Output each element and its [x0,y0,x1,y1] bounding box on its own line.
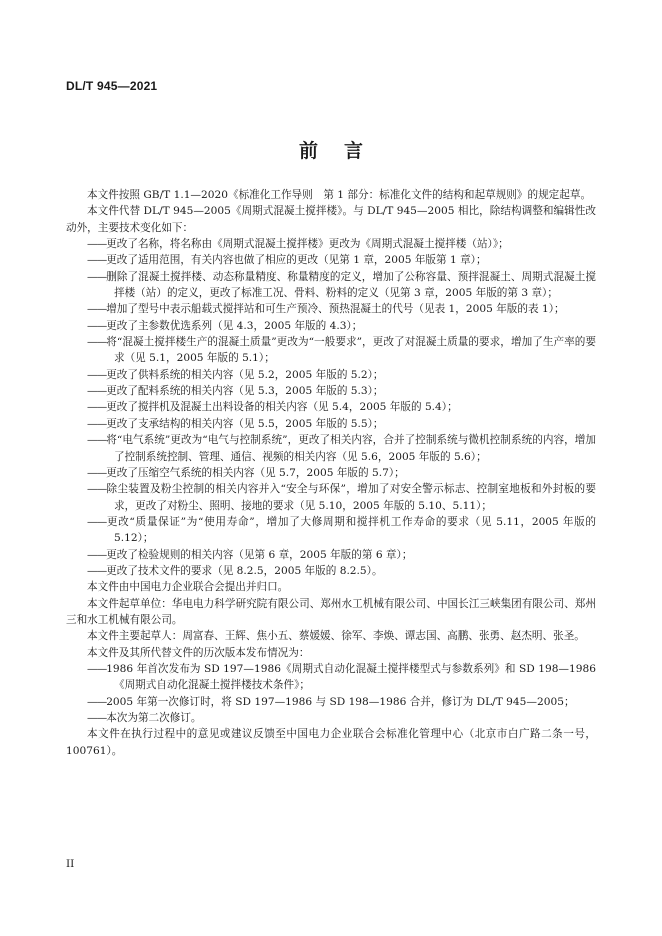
list-item [66,694,596,710]
paragraph-text: 将“电气系统”更改为“电气与控制系统”，更改了相关内容，合并了控制系统与微机控制系统的内容，增加了控制系统控制、管理、通信、视频的相关内容（见 5.6，2005 年版的 5.6）； [106,434,596,463]
list-dash: —— [87,548,107,561]
list-dash: —— [87,303,107,316]
paragraph-text: 更改了名称，将名称由《周期式混凝土搅拌楼》更改为《周期式混凝土搅拌楼（站）》； [106,238,509,251]
list-item [66,383,596,399]
paragraph-text: 本文件起草单位：华电电力科学研究院有限公司、郑州水工机械有限公司、中国长江三峡集团有限公司、郑州三和水工机械有限公司。 [66,597,596,626]
paragraph-text: 更改了主参数优选系列（见 4.3，2005 年版的 4.3）； [106,319,363,332]
paragraph-text: 更改了支承结构的相关内容（见 5.5，2005 年版的 5.5）； [106,417,384,430]
list-item [66,416,596,432]
paragraph [66,579,596,595]
paragraph-text: 本文件按照 GB/T 1.1—2020《标准化工作导则 第 1 部分：标准化文件的结构和起草规则》的规定起草。 [87,189,592,201]
list-dash: —— [87,336,107,349]
list-item [66,301,596,317]
list-item [66,514,596,547]
list-dash: —— [87,385,107,398]
list-dash: —— [87,662,107,675]
list-dash: —— [87,515,107,528]
paragraph-text: 1986 年首次发布为 SD 197—1986《周期式自动化混凝土搅拌楼型式与参数系列》和 SD 198—1986《周期式自动化混凝土搅拌楼技术条件》； [106,662,596,692]
list-item [66,252,596,268]
paragraph-text: 更改“质量保证”为“使用寿命”，增加了大修周期和搅拌机工作寿命的要求（见 5.11，2005 年版的 5.12）； [106,515,596,545]
paragraph [66,203,596,236]
paragraph-text: 本文件在执行过程中的意见或建议反馈至中国电力企业联合会标准化管理中心（北京市白广路二条一号，100761）。 [66,728,596,757]
list-dash: —— [87,434,107,447]
list-dash: —— [87,483,107,496]
list-item [66,269,596,302]
paragraph-text: 本文件代替 DL/T 945—2005《周期式混凝土搅拌楼》。与 DL/T 945—2005 相比，除结构调整和编辑性改动外，主要技术变化如下： [66,205,596,234]
paragraph-text: 删除了混凝土搅拌楼、动态称量精度、称量精度的定义，增加了公称容量、预拌混凝土、周期式混凝土搅拌楼（站）的定义，更改了标准工况、骨料、粉料的定义（见第 3 章，2005 年版的第 3 章）； [106,270,596,300]
paragraph-text: 本文件及其所代替文件的历次版本发布情况为： [87,646,310,659]
list-dash: —— [87,695,107,708]
paragraph-text: 更改了搅拌机及混凝土出料设备的相关内容（见 5.4，2005 年版的 5.4）； [106,401,458,414]
page-number: II [66,858,75,870]
paragraph [66,628,596,644]
paragraph-text: 更改了供料系统的相关内容（见 5.2，2005 年版的 5.2）； [106,368,384,381]
paragraph-text: 更改了配料系统的相关内容（见 5.3，2005 年版的 5.3）； [106,385,384,398]
paragraph [66,187,596,203]
list-dash: —— [87,417,107,430]
paragraph-text: 本次为第二次修订。 [106,712,202,724]
list-dash: —— [87,401,107,414]
list-item [66,334,596,367]
list-item [66,465,596,481]
paragraph-text: 更改了检验规则的相关内容（见第 6 章，2005 年版的第 6 章）； [106,548,413,561]
paragraph [66,596,596,629]
list-dash: —— [87,368,107,381]
paragraph-text: 本文件由中国电力企业联合会提出并归口。 [87,581,289,594]
standard-number: DL/T 945—2021 [66,79,158,93]
paragraph-text: 增加了型号中表示船载式搅拌站和可生产预冷、预热混凝土的代号（见表 1，2005 年版的表 1）； [106,303,565,316]
page-title: 前言 [298,140,389,162]
paragraph-text: 更改了适用范围，有关内容也做了相应的更改（见第 1 章，2005 年版第 1 章）； [106,254,487,267]
list-item [66,481,596,514]
list-item [66,367,596,383]
paragraph-text: 本文件主要起草人：周富春、王辉、焦小五、蔡媛媛、徐军、李焕、谭志国、高鹏、张勇、赵杰明、张圣。 [87,630,585,643]
paragraph-text: 更改了技术文件的要求（见 8.2.5，2005 年版的 8.2.5）。 [106,564,383,577]
list-dash: —— [87,564,107,577]
paragraph-text: 2005 年第一次修订时，将 SD 197—1986 与 SD 198—1986 合并，修订为 DL/T 945—2005； [106,695,575,708]
list-item [66,661,596,694]
paragraph-text: 将“混凝土搅拌楼生产的混凝土质量”更改为“一般要求”，更改了对混凝土质量的要求，增加了生产率的要求（见 5.1，2005 年版的 5.1）； [106,336,596,365]
foreword-body [66,187,596,759]
list-dash: —— [87,270,107,283]
paragraph [66,645,596,661]
list-item [66,318,596,334]
list-item [66,563,596,579]
list-dash: —— [87,319,107,332]
list-item [66,399,596,415]
paragraph-text: 更改了压缩空气系统的相关内容（见 5.7，2005 年版的 5.7）； [106,466,405,479]
list-item [66,432,596,465]
list-item [66,547,596,563]
list-dash: —— [87,712,107,724]
list-item [66,710,596,726]
list-dash: —— [87,238,107,251]
list-item [66,236,596,252]
list-dash: —— [87,466,107,479]
paragraph [66,726,596,759]
paragraph-text: 除尘装置及粉尘控制的相关内容并入“安全与环保”，增加了对安全警示标志、控制室地板和外封板的要求，更改了对粉尘、照明、接地的要求（见 5.10，2005 年版的 5.10、5.11）； [106,483,596,512]
list-dash: —— [87,254,107,267]
